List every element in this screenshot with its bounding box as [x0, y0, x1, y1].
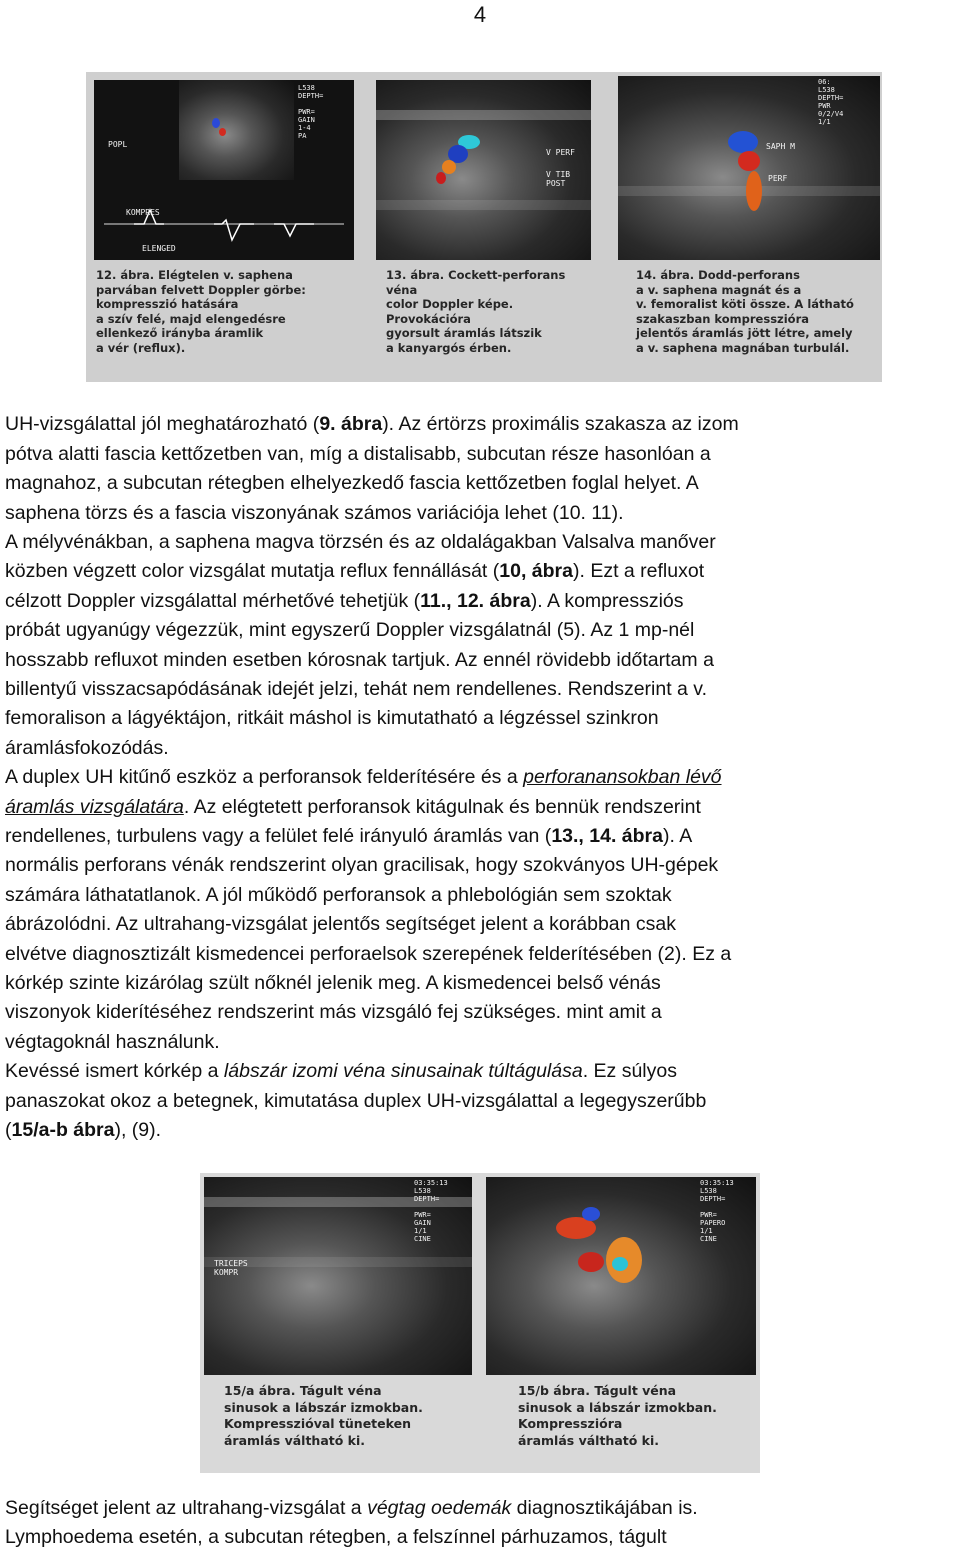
text-line: femoralison a lágyéktájon, ritkáit máshol is kimutatható a légzéssel szinkron — [5, 707, 659, 729]
text-line: áramlásfokozódás. — [5, 737, 169, 759]
text-line: elvétve diagnosztizált kismedencei perforaelsok szerepének felderítésében (2). Ez a — [5, 943, 732, 965]
text-line: kórkép szinte kizárólag szült nőknél jelenik meg. A kismedencei belső vénás — [5, 972, 661, 994]
text-line: normális perforans vénák rendszerint olyan gracilisak, hogy szokványos UH-gépek — [5, 854, 719, 876]
text-line: viszonyok kiderítéséhez rendszerint más vizsgáló fej szükséges. mint amit a — [5, 1001, 662, 1023]
machine-readout: 03:35:13 L538 DEPTH= PWR= PAPERO 1/1 CINE — [700, 1179, 734, 1243]
page-number: 4 — [473, 2, 487, 27]
ultrasound-image-15b — [486, 1177, 756, 1375]
text-line: UH-vizsgálattal jól meghatározható (9. ábra). Az értörzs proximális szakasza az izom — [5, 413, 739, 435]
caption-figure-15a: 15/a ábra. Tágult véna sinusok a lábszár izmokban. Kompresszióval tüneteken áramlás váltható ki. — [224, 1383, 423, 1448]
text-line: (15/a-b ábra), (9). — [5, 1119, 162, 1141]
caption-figure-12: 12. ábra. Elégtelen v. saphena parvában felvett Doppler görbe: kompresszió hatására a szív felé, majd elengedésre ellenkező irányba áramlik a vér (reflux). — [96, 268, 306, 355]
text-line: célzott Doppler vizsgálattal mérhetővé tehetjük (11., 12. ábra). A kompressziós — [5, 590, 684, 612]
figure-ultrasound-bottom — [200, 1173, 760, 1473]
color-flow-blue — [582, 1207, 600, 1221]
caption-figure-13: 13. ábra. Cockett-perforans véna color Doppler képe. Provokációra gyorsult áramlás látszik a kanyargós érben. — [386, 268, 566, 355]
figure-ultrasound-top — [86, 72, 882, 382]
text-line: billentyű visszacsapódásának idejét jelzi, tehát nem rendellenes. Rendszerint a v. — [5, 678, 708, 700]
text-line: végtagoknál használunk. — [5, 1031, 220, 1053]
text-line: magnahoz, a subcutan rétegben elhelyezkedő fascia kettőzetben foglal helyet. A — [5, 472, 699, 494]
text-line: pótva alatti fascia kettőzetben van, míg a distalisabb, subcutan része hasonlóan a — [5, 443, 711, 465]
ultrasound-image-doppler-curve — [94, 80, 354, 260]
color-flow-red — [219, 128, 226, 136]
color-flow-cyan — [612, 1257, 628, 1271]
caption-figure-15b: 15/b ábra. Tágult véna sinusok a lábszár izmokban. Kompresszióra áramlás váltható ki. — [518, 1383, 717, 1448]
text-line: hosszabb refluxot minden esetben kórosnak tartjuk. Az ennél rövidebb időtartam a — [5, 649, 714, 671]
text-line: Kevéssé ismert kórkép a lábszár izomi véna sinusainak túltágulása. Ez súlyos — [5, 1060, 677, 1082]
color-flow-red — [738, 151, 760, 171]
color-flow-red — [436, 172, 446, 184]
text-line: saphena törzs és a fascia viszonyának számos variációja lehet (10. 11). — [5, 502, 624, 524]
machine-readout: L538 DEPTH= PWR= GAIN 1-4 PA — [298, 84, 324, 140]
text-line: A duplex UH kitűnő eszköz a perforansok felderítésére és a perforanansokban lévő — [5, 766, 722, 788]
color-flow-red — [578, 1252, 604, 1272]
text-line: közben végzett color vizsgálat mutatja reflux fennállását (10, ábra). Ezt a refluxot — [5, 560, 705, 582]
text-line: próbát ugyanúgy végezzük, mint egyszerű Doppler vizsgálatnál (5). Az 1 mp-nél — [5, 619, 695, 641]
text-line: A mélyvénákban, a saphena magva törzsén és az oldalágakban Valsalva manőver — [5, 531, 716, 553]
ultrasound-image-15a — [204, 1177, 472, 1375]
color-flow-blue — [728, 131, 758, 153]
label-elenged: ELENGED — [142, 244, 176, 253]
ultrasound-image-dodd — [618, 76, 880, 260]
label-perf: PERF — [768, 174, 788, 183]
label-popl: POPL — [108, 140, 128, 149]
text-line: panaszokat okoz a betegnek, kimutatása duplex UH-vizsgálattal a legegyszerűbb — [5, 1090, 707, 1112]
label-v-perf: V PERF — [546, 148, 575, 157]
machine-readout: 03:35:13 L538 DEPTH= PWR= GAIN 1/1 CINE — [414, 1179, 448, 1243]
text-line: számára láthatatlanok. A jól működő perforansok a phlebológián sem szoktak — [5, 884, 672, 906]
label-triceps-kompr: TRICEPS KOMPR — [214, 1259, 248, 1277]
text-line: rendellenes, turbulens vagy a felület felé irányuló áramlás van (13., 14. ábra). A — [5, 825, 693, 847]
caption-figure-14: 14. ábra. Dodd-perforans a v. saphena magnát és a v. femoralist köti össze. A látható szakaszban kompresszióra jelentős áramlás jött létre, amely a v. saphena magnában turbulál. — [636, 268, 854, 355]
ultrasound-image-cockett — [376, 80, 591, 260]
color-flow-orange — [442, 160, 456, 174]
color-flow-blue — [212, 118, 220, 128]
label-saph-m: SAPH M — [766, 142, 795, 151]
text-line: Segítséget jelent az ultrahang-vizsgálat a végtag oedemák diagnosztikájában is. — [5, 1497, 698, 1519]
color-flow-orange — [746, 171, 762, 211]
label-kompres: KOMPRES — [126, 208, 160, 217]
label-v-tib-post: V TIB POST — [546, 170, 571, 188]
machine-readout: 06: L538 DEPTH= PWR 0/2/V4 1/1 — [818, 78, 844, 126]
text-line: ábrázolódni. Az ultrahang-vizsgálat jelentős segítséget jelent a korábban csak — [5, 913, 676, 935]
text-line: áramlás vizsgálatára. Az elégtetett perforansok kitágulnak és bennük rendszerint — [5, 796, 701, 818]
text-line: Lymphoedema esetén, a subcutan rétegben, a felszínnel párhuzamos, tágult — [5, 1526, 667, 1548]
